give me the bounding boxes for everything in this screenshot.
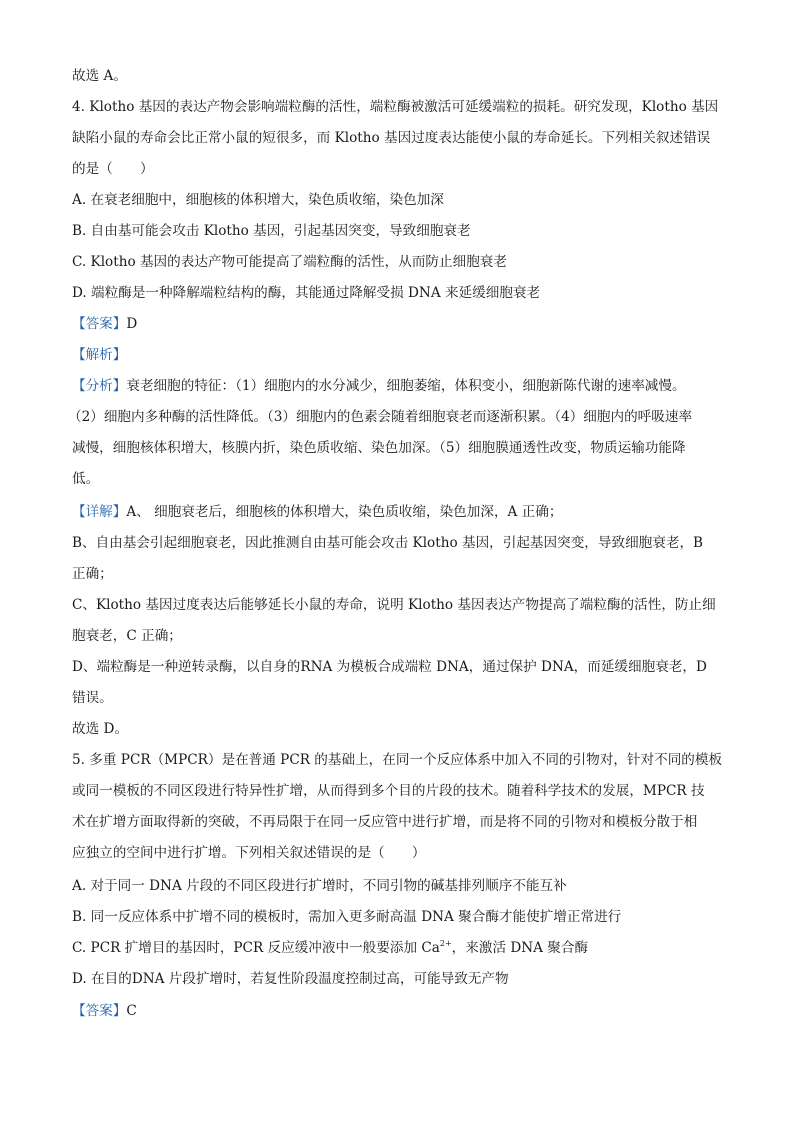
q5-option-a: A. 对于同一 DNA 片段的不同区段进行扩增时，不同引物的碱基排列顺序不能互补: [72, 878, 567, 894]
q5-stem-line-3: 术在扩增方面取得新的突破，不再局限于在同一反应管中进行扩增，而是将不同的引物对和模板分散于相: [72, 814, 698, 830]
fenxi-line-1: [72, 376, 686, 396]
answer-tag: 【答案】: [72, 316, 127, 332]
fenxi-tag: 【分析】: [72, 378, 127, 394]
q4-option-a: A. 在衰老细胞中，细胞核的体积增大，染色质收缩，染色加深: [72, 192, 444, 208]
q5-option-d: D. 在目的DNA 片段扩增时，若复性阶段温度控制过高，可能导致无产物: [72, 971, 509, 987]
q4-option-c: C. Klotho 基因的表达产物可能提高了端粒酶的活性，从而防止细胞衰老: [72, 254, 507, 270]
q5-stem-line-2: 或同一模板的不同区段进行特异性扩增，从而得到多个目的片段的技术。随着科学技术的发展，MPCR 技: [72, 783, 705, 799]
xiangjie-tag: 【详解】: [72, 504, 127, 520]
xiangjie-line-7: 错误。: [72, 690, 113, 706]
calcium-charge: 2+: [439, 939, 452, 948]
xiangjie-line-4: C、Klotho 基因过度表达后能够延长小鼠的寿命，说明 Klotho 基因表达产物提高了端粒酶的活性，防止细: [72, 597, 716, 613]
q4-answer: D: [126, 316, 138, 332]
q4-stem-line-2: 缺陷小鼠的寿命会比正常小鼠的短很多，而 Klotho 基因过度表达能使小鼠的寿命延长。下列相关叙述错误: [72, 130, 711, 146]
q5-answer-line: [72, 1001, 137, 1021]
analysis-tag: 【解析】: [72, 347, 127, 363]
q4-stem-line-3: 的是（ ）: [72, 161, 154, 177]
fenxi-text-1: 衰老细胞的特征：（1）细胞内的水分减少，细胞萎缩，体积变小，细胞新陈代谢的速率减慢。: [126, 378, 686, 394]
xiangjie-line-2: B、自由基会引起细胞衰老，因此推测自由基可能会攻击 Klotho 基因，引起基因突变，导致细胞衰老，B: [72, 535, 704, 551]
xiangjie-line-1: [72, 502, 562, 522]
q5-option-c-text-2: ，来激活 DNA 聚合酶: [451, 940, 589, 956]
q3-conclusion: 故选 A。: [72, 68, 127, 84]
xiangjie-line-5: 胞衰老，C 正确；: [72, 628, 182, 644]
fenxi-line-3: 减慢，细胞核体积增大，核膜内折，染色质收缩、染色加深。（5）细胞膜通透性改变，物质运输功能降: [72, 440, 686, 456]
q5-option-b: B. 同一反应体系中扩增不同的模板时，需加入更多耐高温 DNA 聚合酶才能使扩增正常进行: [72, 909, 622, 925]
q4-stem-line-1: 4. Klotho 基因的表达产物会影响端粒酶的活性，端粒酶被激活可延缓端粒的损耗。研究发现，Klotho 基因: [72, 99, 719, 115]
xiangjie-line-6: D、端粒酶是一种逆转录酶，以自身的RNA 为模板合成端粒 DNA，通过保护 DNA，而延缓细胞衰老，D: [72, 659, 707, 675]
q4-option-d: D. 端粒酶是一种降解端粒结构的酶，其能通过降解受损 DNA 来延缓细胞衰老: [72, 285, 541, 301]
xiangjie-line-3: 正确；: [72, 566, 113, 582]
fenxi-line-2: （2）细胞内多种酶的活性降低。（3）细胞内的色素会随着细胞衰老而逐渐积累。（4）细胞内的呼吸速率: [68, 409, 693, 425]
q5-stem-line-1: 5. 多重 PCR（MPCR）是在普通 PCR 的基础上，在同一个反应体系中加入不同的引物对，针对不同的模板: [72, 752, 723, 768]
answer-tag-q5: 【答案】: [72, 1003, 127, 1019]
q5-option-c: [72, 938, 588, 958]
q4-option-b: B. 自由基可能会攻击 Klotho 基因，引起基因突变，导致细胞衰老: [72, 223, 471, 239]
q5-option-c-text-1: C. PCR 扩增目的基因时，PCR 反应缓冲液中一般要添加 Ca: [72, 940, 440, 956]
fenxi-line-4: 低。: [72, 471, 100, 487]
q5-stem-line-4: 应独立的空间中进行扩增。下列相关叙述错误的是（ ）: [72, 845, 426, 861]
q4-conclusion: 故选 D。: [72, 721, 129, 737]
analysis-heading: [72, 345, 126, 365]
q4-answer-line: [72, 314, 137, 334]
q5-answer: C: [126, 1003, 137, 1019]
xiangjie-text-1: A、 细胞衰老后，细胞核的体积增大，染色质收缩，染色加深，A 正确；: [126, 504, 563, 520]
